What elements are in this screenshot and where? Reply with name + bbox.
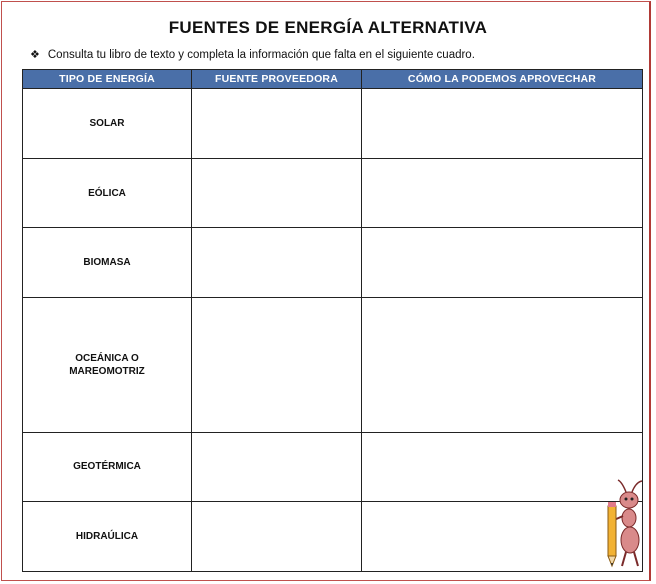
cell-aprovechar[interactable] [362, 228, 643, 298]
worksheet-title: FUENTES DE ENERGÍA ALTERNATIVA [168, 18, 488, 37]
table-row [23, 228, 643, 298]
cell-fuente[interactable] [192, 502, 362, 572]
header-aprovechar: CÓMO LA PODEMOS APROVECHAR [362, 70, 643, 89]
table-header-row [23, 70, 643, 89]
table-row [23, 298, 643, 432]
table-row [23, 502, 643, 572]
table-row [23, 89, 643, 159]
header-tipo: TIPO DE ENERGÍA [23, 70, 192, 89]
cell-fuente[interactable] [192, 228, 362, 298]
ant-with-pencil-icon [600, 478, 650, 570]
cell-tipo: OCEÁNICA O MAREOMOTRIZ [23, 298, 192, 432]
instruction-text: Consulta tu libro de texto y completa la información que falta en el siguiente cuadro. [47, 48, 475, 61]
cell-aprovechar[interactable] [362, 89, 643, 159]
header-fuente: FUENTE PROVEEDORA [192, 70, 362, 89]
cell-fuente[interactable] [192, 89, 362, 159]
diamond-bullet-icon: ❖ [30, 49, 40, 61]
instruction-line [30, 48, 475, 61]
cell-aprovechar[interactable] [362, 298, 643, 432]
cell-tipo: EÓLICA [23, 158, 192, 228]
cell-tipo: SOLAR [23, 89, 192, 159]
table-row [23, 158, 643, 228]
cell-fuente[interactable] [192, 298, 362, 432]
cell-fuente[interactable] [192, 432, 362, 502]
cell-tipo: HIDRAÚLICA [23, 502, 192, 572]
cell-fuente[interactable] [192, 158, 362, 228]
cell-tipo: BIOMASA [23, 228, 192, 298]
cell-tipo: GEOTÉRMICA [23, 432, 192, 502]
table-row [23, 432, 643, 502]
energy-table [22, 69, 643, 572]
cell-aprovechar[interactable] [362, 158, 643, 228]
